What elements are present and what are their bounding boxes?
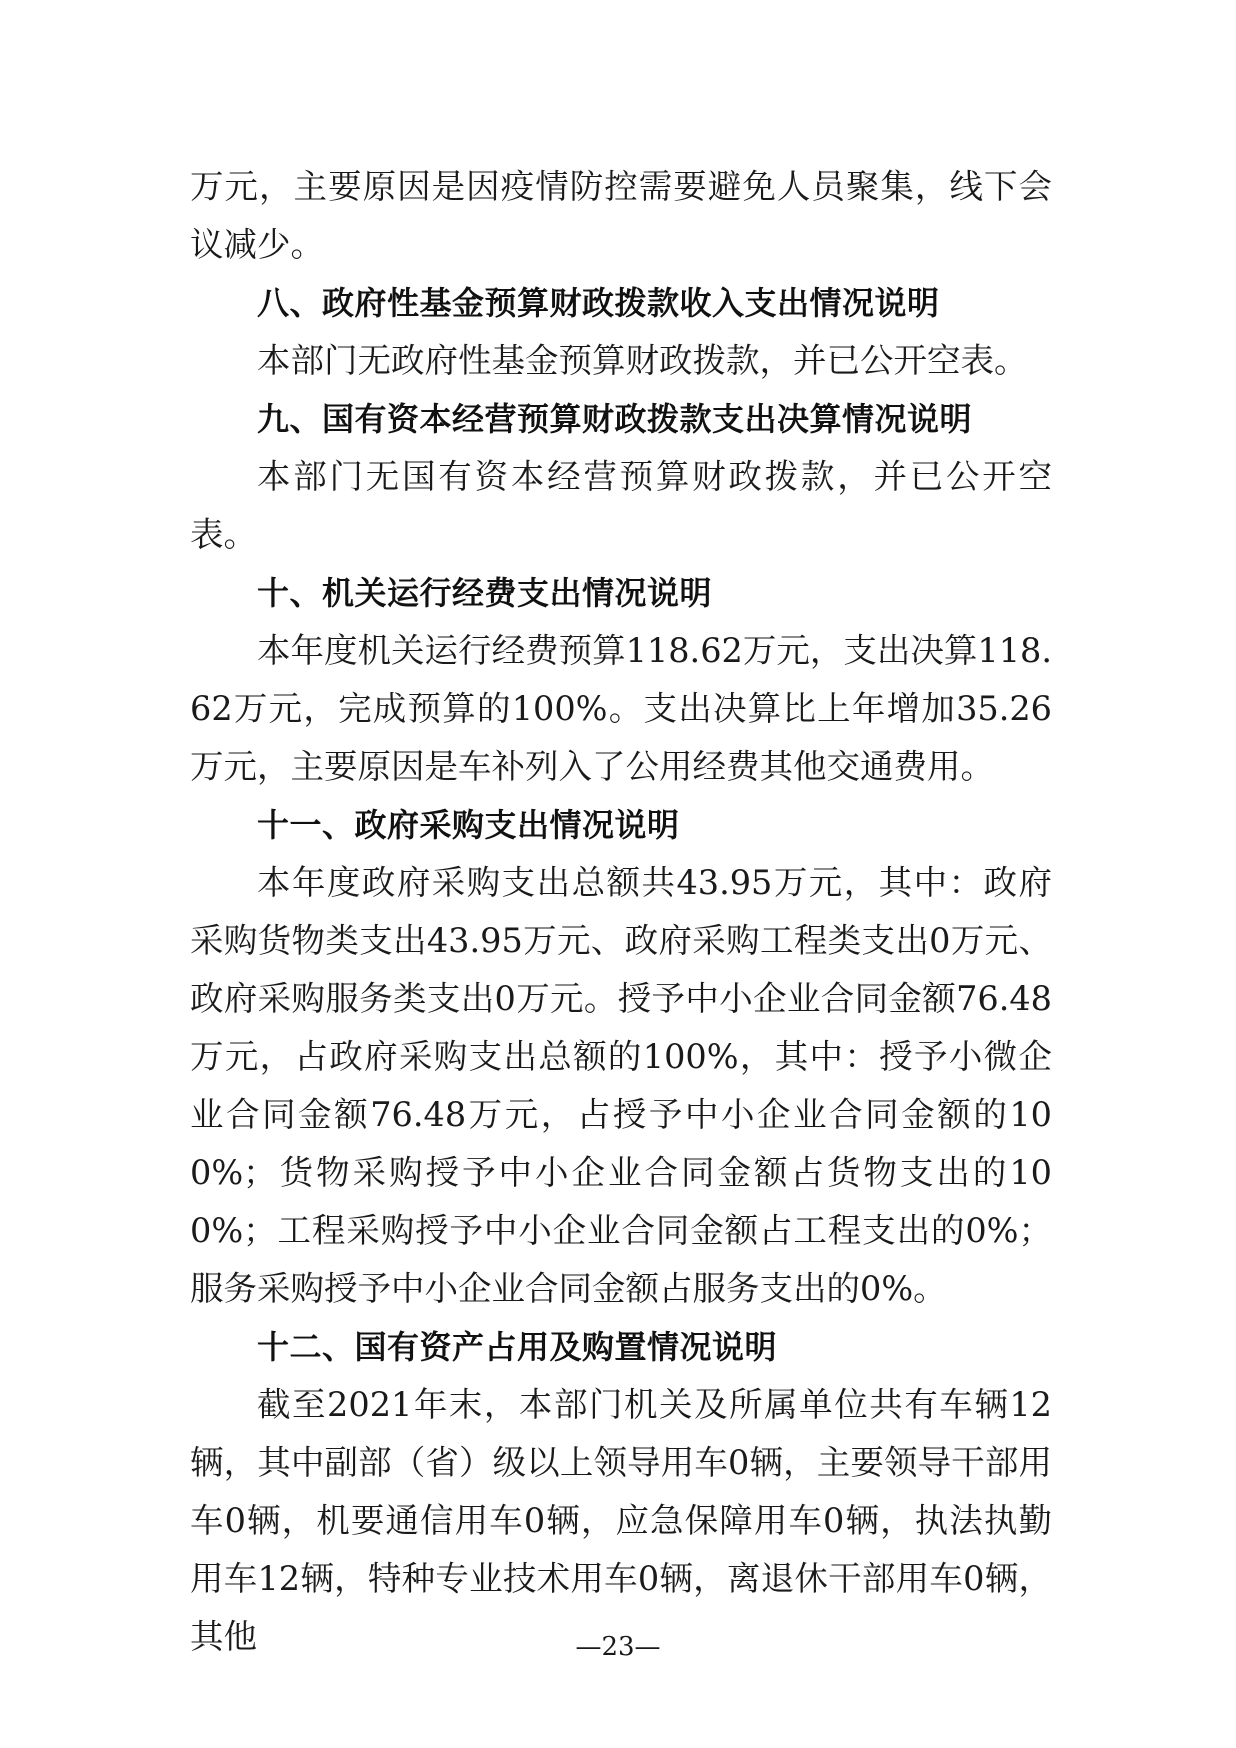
- heading-section-10: 十、机关运行经费支出情况说明: [257, 574, 713, 612]
- paragraph-intro: 万元，主要原因是因疫情防控需要避免人员聚集，线下会议减少。: [190, 167, 1052, 264]
- paragraph-section-11: 本年度政府采购支出总额共43.95万元，其中：政府采购货物类支出43.95万元、政府采购工程类支出0万元、政府采购服务类支出0万元。授予中小企业合同金额76.48万元，占政府采购支出总额的100%，其中：授予小微企业合同金额76.48万元，占授予中小企业合同金额的100%；货物采购授予中小企业合同金额占货物支出的100%；工程采购授予中小企业合同金额占工程支出的0%；服务采购授予中小企业合同金额占服务支出的0%。: [190, 863, 1052, 1308]
- paragraph-section-8: 本部门无政府性基金预算财政拨款，并已公开空表。: [257, 341, 1028, 380]
- paragraph-section-9: 本部门无国有资本经营预算财政拨款，并已公开空表。: [190, 457, 1052, 554]
- paragraph-section-12: 截至2021年末，本部门机关及所属单位共有车辆12辆，其中副部（省）级以上领导用车0辆，主要领导干部用车0辆，机要通信用车0辆，应急保障用车0辆，执法执勤用车12辆，特种专业技术用车0辆，离退休干部用车0辆，其他: [190, 1385, 1052, 1656]
- paragraph-section-10: 本年度机关运行经费预算118.62万元，支出决算118.62万元，完成预算的100%。支出决算比上年增加35.26万元，主要原因是车补列入了公用经费其他交通费用。: [190, 631, 1052, 786]
- heading-section-8: 八、政府性基金预算财政拨款收入支出情况说明: [257, 284, 940, 322]
- heading-section-12: 十二、国有资产占用及购置情况说明: [257, 1328, 778, 1366]
- heading-section-9: 九、国有资本经营预算财政拨款支出决算情况说明: [257, 400, 973, 438]
- page-number: —23—: [575, 1632, 661, 1662]
- document-body: [190, 158, 1052, 1666]
- heading-section-11: 十一、政府采购支出情况说明: [257, 806, 680, 844]
